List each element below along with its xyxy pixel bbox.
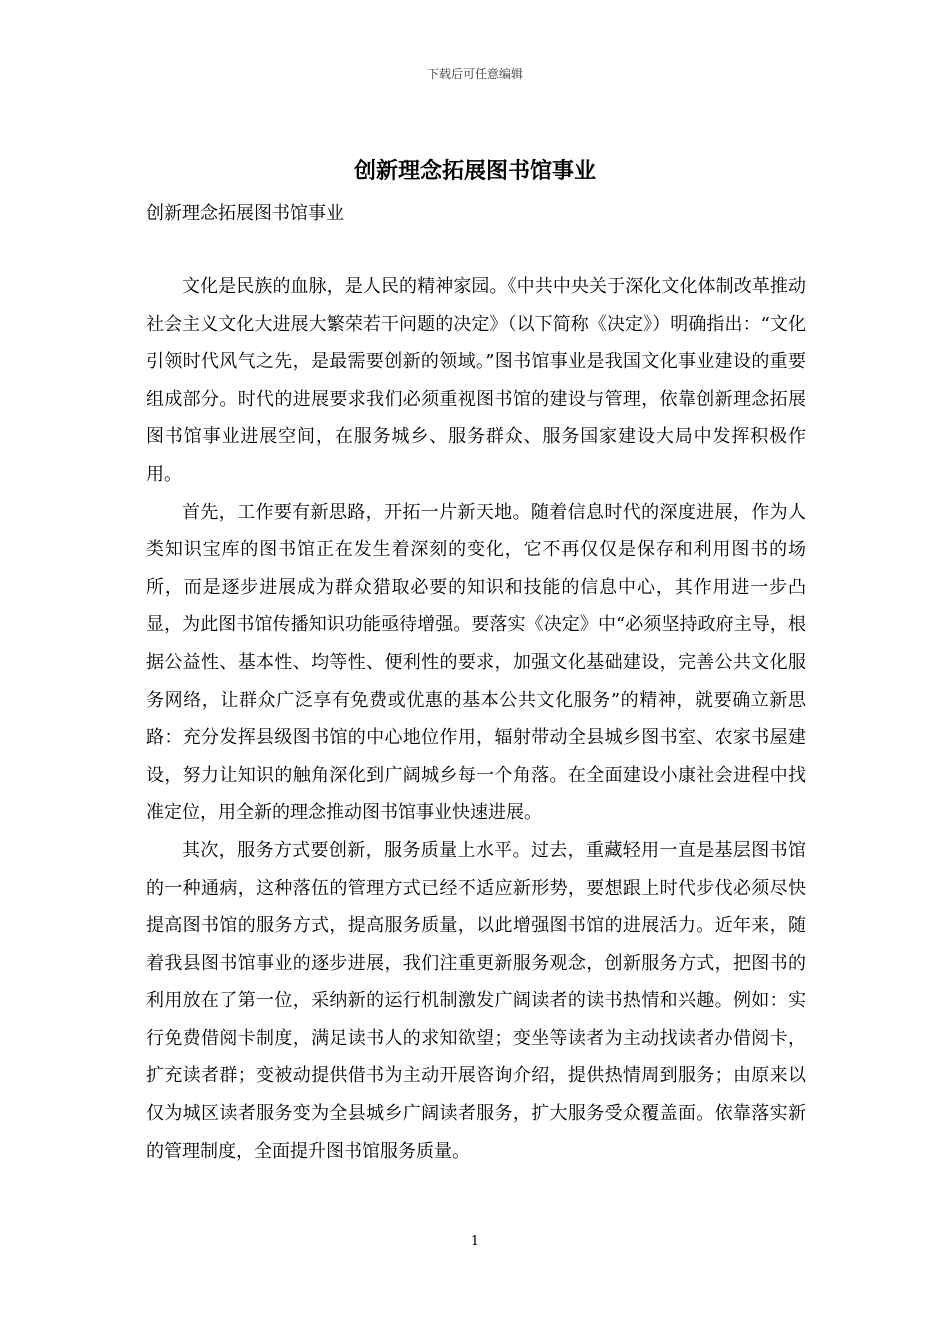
paragraph-1: 文化是民族的血脉，是人民的精神家园。《中共中央关于深化文化体制改革推动社会主义文化大进展大繁荣若干问题的决定》（以下简称《决定》）明确指出：“文化引领时代风气之先，是最需要创新的领域。”图书馆事业是我国文化事业建设的重要组成部分。时代的进展要求我们必须重视图书馆的建设与管理，依靠创新理念拓展图书馆事业进展空间，在服务城乡、服务群众、服务国家建设大局中发挥积极作用。 — [146, 276, 806, 485]
paragraph-2: 首先，工作要有新思路，开拓一片新天地。随着信息时代的深度进展，作为人类知识宝库的图书馆正在发生着深刻的变化，它不再仅仅是保存和利用图书的场所，而是逐步进展成为群众猎取必要的知识和技能的信息中心，其作用进一步凸显，为此图书馆传播知识功能亟待增强。要落实《决定》中“必须坚持政府主导，根据公益性、基本性、均等性、便利性的要求，加强文化基础建设，完善公共文化服务网络，让群众广泛享有免费或优惠的基本公共文化服务”的精神，就要确立新思路：充分发挥县级图书馆的中心地位作用，辐射带动全县城乡图书室、农家书屋建设，努力让知识的触角深化到广阔城乡每一个角落。在全面建设小康社会进程中找准定位，用全新的理念推动图书馆事业快速进展。 — [146, 501, 806, 824]
page-title: 创新理念拓展图书馆事业 — [353, 159, 596, 184]
paragraph-3: 其次，服务方式要创新，服务质量上水平。过去，重藏轻用一直是基层图书馆的一种通病，这种落伍的管理方式已经不适应新形势，要想跟上时代步伐必须尽快提高图书馆的服务方式，提高服务质量，以此增强图书馆的进展活力。近年来，随着我县图书馆事业的逐步进展，我们注重更新服务观念，创新服务方式，把图书的利用放在了第一位，采纳新的运行机制激发广阔读者的读书热情和兴趣。例如：实行免费借阅卡制度，满足读书人的求知欲望；变坐等读者为主动找读者办借阅卡，扩充读者群；变被动提供借书为主动开展咨询介绍，提供热情周到服务；由原来以仅为城区读者服务变为全县城乡广阔读者服务，扩大服务受众覆盖面。依靠落实新的管理制度，全面提升图书馆服务质量。 — [146, 839, 806, 1162]
document-body — [146, 268, 806, 1170]
header-note: 下载后可任意编辑 — [426, 67, 523, 81]
page-number: 1 — [470, 1234, 480, 1249]
page-subtitle: 创新理念拓展图书馆事业 — [146, 203, 344, 224]
